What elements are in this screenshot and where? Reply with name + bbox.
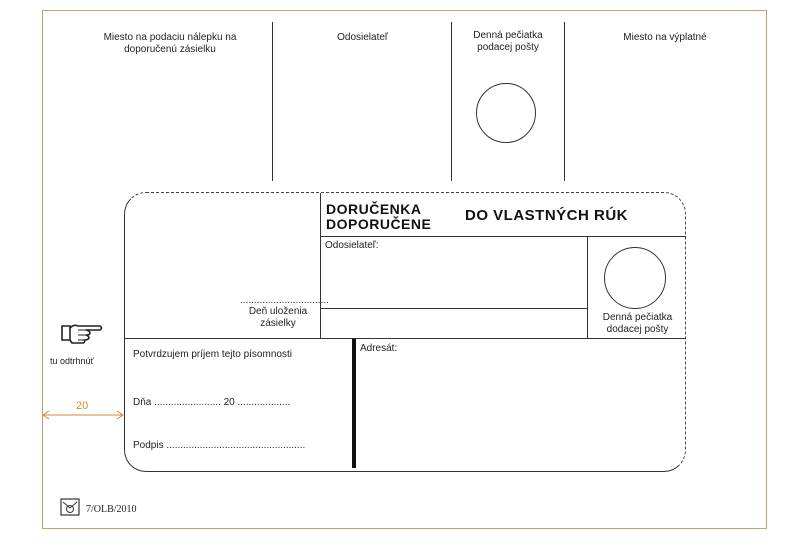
signature-field: Podpis .................................................. [133, 440, 306, 451]
delivery-stamp-circle [604, 247, 666, 309]
post-logo-icon [60, 498, 80, 516]
label-postage-place: Miesto na výplatné [623, 32, 707, 43]
card-divider-left [320, 193, 321, 339]
top-divider-2 [451, 22, 452, 181]
storage-date-dots: ................................ [240, 295, 329, 306]
card-middle-line [124, 338, 686, 339]
card-thick-separator [352, 339, 356, 468]
label-posting-stamp: Denná pečiatka podacej pošty [473, 30, 543, 53]
title-dorucenka: DORUČENKA [326, 201, 422, 217]
confirm-text: Potvrdzujem príjem tejto písomnosti [133, 349, 292, 360]
delivery-stamp-label: Denná pečiatka dodacej pošty [602, 312, 673, 335]
storage-date-label: Deň uloženia zásielky [248, 306, 308, 329]
card-sender-line-1 [320, 308, 587, 309]
title-own-hands: DO VLASTNÝCH RÚK [465, 207, 629, 224]
form-code: 7/OLB/2010 [86, 504, 137, 515]
date-field: Dňa ........................ 20 ................... [133, 397, 291, 408]
card-divider-stamp [587, 236, 588, 339]
card-title-underline [320, 236, 686, 237]
addressee-label: Adresát: [360, 343, 398, 354]
measure-value: 20 [76, 400, 89, 412]
title-doporucene: DOPORUČENE [326, 216, 432, 232]
top-divider-3 [564, 22, 565, 181]
pointing-hand-icon [60, 320, 104, 346]
top-divider-1 [272, 22, 273, 181]
label-top-sender: Odosielateľ [337, 32, 388, 43]
tear-here-label: tu odtrhnúť [50, 356, 94, 366]
label-sticker-place: Miesto na podaciu nálepku na doporučenú zásielku [103, 32, 237, 55]
card-sender-label: Odosielateľ: [325, 240, 379, 251]
posting-stamp-circle [476, 83, 536, 143]
